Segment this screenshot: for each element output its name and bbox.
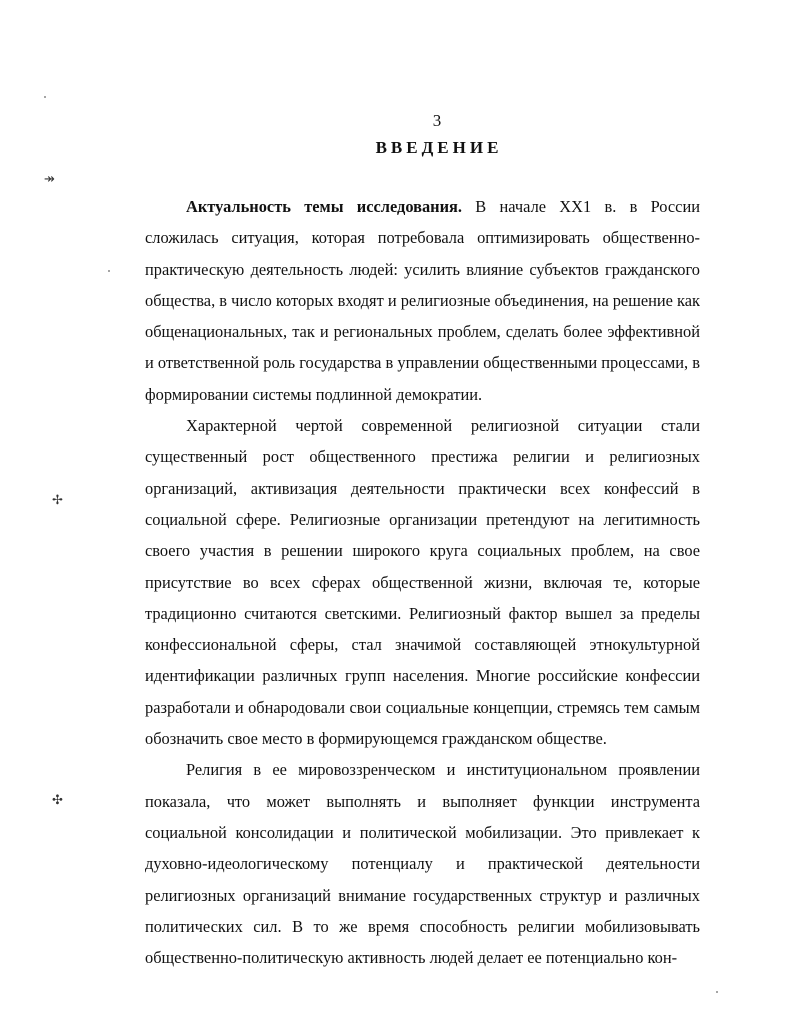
scan-mark-icon: ✢ bbox=[52, 493, 63, 508]
document-body bbox=[145, 191, 700, 973]
page-number: 3 bbox=[432, 111, 442, 130]
paragraph-religious-situation bbox=[145, 410, 700, 754]
paragraph-lead: Актуальность темы исследования. bbox=[186, 197, 463, 216]
paragraph-religion-function bbox=[145, 754, 700, 973]
scan-dot bbox=[108, 270, 110, 272]
scan-dot bbox=[44, 96, 46, 98]
paragraph-text: Характерной чертой современной религиозной ситуации стали существенный рост общественного престижа религии и религиозных организаций, активизация деятельности практически всех конфессий в социальной сфере. Религиозные организации претендуют на легитимность своего участия в решении широкого круга социальных проблем, на свое присутствие во всех сферах общественной жизни, включая те, которые традиционно считаются светскими. Религиозный фактор вышел за пределы конфессиональной сферы, стал значимой составляющей этнокультурной идентификации различных групп населения. Многие российские конфессии разработали и обнародовали свои социальные концепции, стремясь тем самым обозначить свое место в формирующемся гражданском обществе. bbox=[145, 416, 700, 749]
page-heading: ВВЕДЕНИЕ bbox=[375, 138, 503, 157]
scan-mark-icon: ↠ bbox=[44, 172, 55, 187]
paragraph-text: В начале XX1 в. в России сложилась ситуация, которая потребовала оптимизировать общественно-практическую деятельность людей: усилить влияние субъектов гражданского общества, в число которых входят и религиозные объединения, на решение как общенациональных, так и региональных проблем, сделать более эффективной и ответственной роль государства в управлении общественными процессами, в формировании системы подлинной демократии. bbox=[145, 197, 701, 404]
scan-dot bbox=[716, 991, 718, 993]
paragraph-text: Религия в ее мировоззренческом и институциональном проявлении показала, что может выполнять и выполняет функции инструмента социальной консолидации и политической мобилизации. Это привлекает к духовно-идеологическому потенциалу и практической деятельности религиозных организаций внимание государственных структур и различных политических сил. В то же время способность религии мобилизовывать общественно-политическую активность людей делает ее потенциально кон- bbox=[145, 760, 700, 968]
paragraph-relevance bbox=[145, 191, 700, 410]
scan-mark-icon: ✣ bbox=[52, 793, 63, 808]
